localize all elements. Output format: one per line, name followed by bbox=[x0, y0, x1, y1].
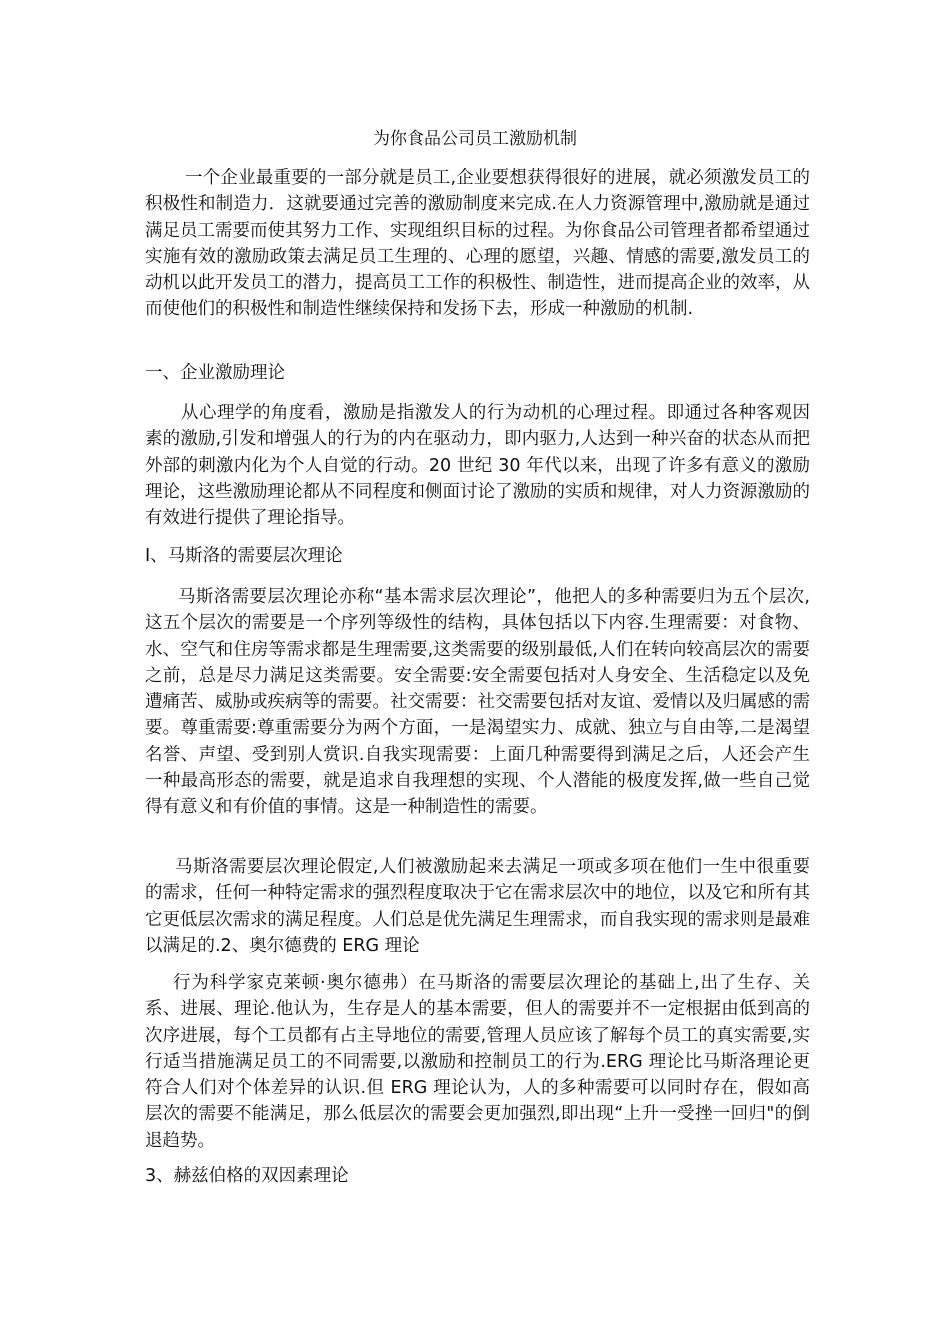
maslow-paragraph-1: 马斯洛需要层次理论亦称“基本需求层次理论”，他把人的多种需要归为五个层次,这五个层次的需要是一个序列等级性的结构，具体包括以下内容.生理需要：对食物、水、空气和住房等需求都是生理需要,这类需要的级别最低,人们在转向较高层次的需要之前，总是尽力满足这类需要。安全需要:安全需要包括对人身安全、生活稳定以及免遭痛苦、威胁或疾病等的需要。社交需要：社交需要包括对友谊、爱情以及归属感的需要。尊重需要:尊重需要分为两个方面，一是渴望实力、成就、独立与自由等,二是渴望名誉、声望、受到别人赏识.自我实现需要：上面几种需要得到满足之后，人还会产生一种最高形态的需要，就是追求自我理想的实现、个人潜能的极度发挥,做一些自己觉得有意义和有价值的事情。这是一种制造性的需要。 bbox=[145, 587, 810, 818]
intro-paragraph: 一个企业最重要的一部分就是员工,企业要想获得很好的进展，就必须激发员工的积极性和制造力．这就要通过完善的激励制度来完成.在人力资源管理中,激励就是通过满足员工需要而使其努力工作、实现组织目标的过程。为你食品公司管理者都希望通过实施有效的激励政策去满足员工生理的、心理的愿望，兴趣、情感的需要,激发员工的动机以此开发员工的潜力，提高员工工作的积极性、制造性，进而提高企业的效率，从而使他们的积极性和制造性继续保持和发扬下去，形成一种激励的机制. bbox=[145, 168, 810, 320]
section-heading-enterprise-incentive-theory: 一、企业激励理论 bbox=[145, 363, 285, 383]
maslow-paragraph-2: 马斯洛需要层次理论假定,人们被激励起来去满足一项或多项在他们一生中很重要的需求，任何一种特定需求的强烈程度取决于它在需求层次中的地位，以及它和所有其它更低层次需求的满足程度。人们总是优先满足生理需求，而自我实现的需求则是最难以满足的.2、奥尔德费的 ERG 理论 bbox=[145, 857, 810, 956]
erg-paragraph: 行为科学家克莱顿·奥尔德弗）在马斯洛的需要层次理论的基础上,出了生存、关系、进展、理论.他认为，生存是人的基本需要，但人的需要并不一定根据由低到高的次序进展，每个工员都有占主导地位的需要,管理人员应该了解每个员工的真实需要,实行适当措施满足员工的不同需要,以激励和控制员工的行为.ERG 理论比马斯洛理论更符合人们对个体差异的认识.但 ERG 理论认为，人的多种需要可以同时存在，假如高层次的需要不能满足，那么低层次的需要会更加强烈,即出现“上升一受挫一回归"的倒退趋势。 bbox=[145, 973, 810, 1151]
subsection-heading-herzberg: 3、赫兹伯格的双因素理论 bbox=[145, 1166, 349, 1186]
subsection-heading-maslow: I、马斯洛的需要层次理论 bbox=[145, 546, 343, 566]
document-title: 为你食品公司员工激励机制 bbox=[373, 129, 577, 149]
section1-paragraph: 从心理学的角度看，激励是指激发人的行为动机的心理过程。即通过各种客观因素的激励,引发和增强人的行为的内在驱动力，即内驱力,人达到一种兴奋的状态从而把外部的刺激内化为个人自觉的行动。20 世纪 30 年代以来，出现了许多有意义的激励理论，这些激励理论都从不同程度和侧面讨论了激励的实质和规律，对人力资源激励的有效进行提供了理论指导。 bbox=[145, 403, 810, 529]
